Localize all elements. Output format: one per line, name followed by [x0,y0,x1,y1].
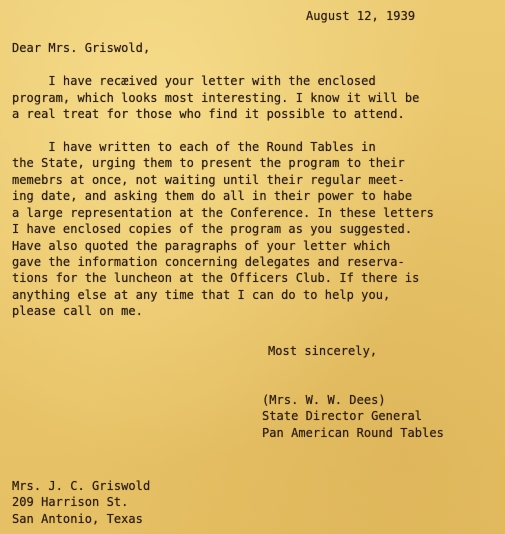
paragraph2-line: anything else at any time that I can do to help you, [12,288,391,302]
paragraph2-line: Have also quoted the paragraphs of your letter which [12,239,391,253]
signature-title: State Director General [262,409,423,423]
signature-organization: Pan American Round Tables [262,426,444,440]
paragraph1-line: a real treat for those who find it possible to attend. [12,107,405,121]
recipient-name: Mrs. J. C. Griswold [12,479,151,493]
paragraph1-line: I have recæived your letter with the enclosed [12,74,376,88]
salutation: Dear Mrs. Griswold, [12,41,151,55]
recipient-city: San Antonio, Texas [12,512,143,526]
paragraph2-line: a large representation at the Conference. In these letters [12,206,434,220]
paragraph2-line: I have enclosed copies of the program as you suggested. [12,222,413,236]
paragraph2-line: I have written to each of the Round Tables in [12,140,376,154]
paragraph2-line: tions for the luncheon at the Officers Club. If there is [12,271,420,285]
signature-name: (Mrs. W. W. Dees) [262,393,386,407]
paragraph2-line: the State, urging them to present the program to their [12,156,405,170]
paragraph2-line: ing date, and asking them do all in their power to habe [12,189,413,203]
letter-date: August 12, 1939 [306,9,416,23]
paragraph2-line: gave the information concerning delegates and reserva- [12,255,405,269]
paragraph2-line: memebrs at once, not waiting until their regular meet- [12,173,405,187]
paragraph2-line: please call on me. [12,304,143,318]
closing: Most sincerely, [268,344,378,358]
paragraph1-line: program, which looks most interesting. I know it will be [12,91,420,105]
recipient-street: 209 Harrison St. [12,495,129,509]
